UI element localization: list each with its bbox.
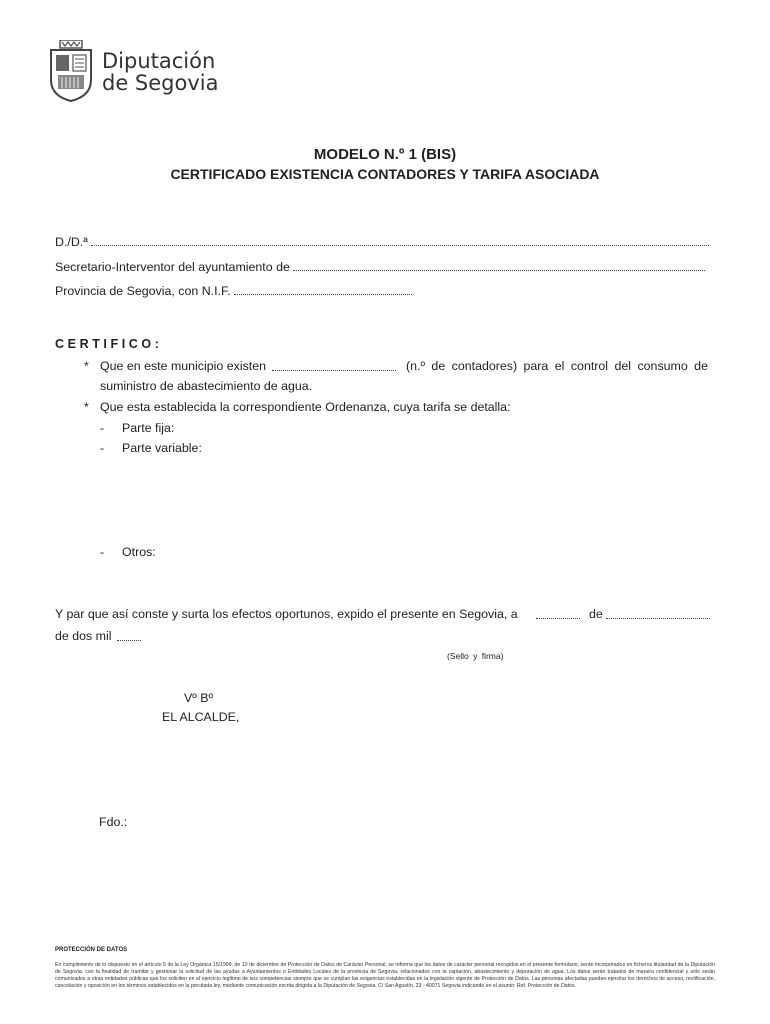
- month-field[interactable]: [606, 608, 710, 619]
- sello-firma-note: (Sello y firma): [447, 651, 504, 661]
- year-field[interactable]: [117, 630, 141, 641]
- form-title: MODELO N.º 1 (BIS): [313, 146, 457, 163]
- alcalde-label: EL ALCALDE,: [162, 710, 240, 724]
- nif-field[interactable]: [234, 284, 412, 295]
- secretario-label: Secretario-Interventor del ayuntamiento de: [55, 260, 290, 274]
- footer-legal-text: En cumplimiento de lo dispuesto en el artículo 5 de la Ley Orgánica 15/1999, de 13 de diciembre de Protección de Datos de Carácter Personal, se informa que los datos de carácter personal recogidos en el presente formulario, serán incorporados en ficheros titularidad de la Diputación de Segovia, con la finalidad de tramitar y gestionar la solicitud de las ayudas a Ayuntamientos o Entidades Locales de la provincia de Segovia, relacionados con la captación, abastecimiento y depuración de agua. Los datos serán tratados de manera confidencial y sólo serán comunicados a otras entidades públicas que los soliciten en el ejercicio legítimo de sus competencias siempre que se cumplan las exigencias establecidas en la legislación vigente de Protección de Datos. Las personas afectadas pueden ejercitar los derechos de acceso, rectificación, cancelación y oposición en los términos establecidos en la precitada ley, mediante comunicación escrita dirigida a la Diputación de Segovia, C/ San Agustín, 23 - 40071 Segovia indicando en el asunto: Ref. Protección de Datos.: [55, 962, 715, 989]
- otros-label: Otros:: [122, 545, 156, 559]
- signature-field[interactable]: [134, 816, 294, 827]
- form-subtitle: CERTIFICADO EXISTENCIA CONTADORES Y TARIFA ASOCIADA: [170, 166, 600, 182]
- org-name-line1: Diputación: [102, 49, 216, 73]
- org-name-line2: de Segovia: [102, 71, 219, 95]
- coat-of-arms-icon: [48, 40, 94, 102]
- visto-bueno: Vº Bº: [184, 691, 214, 705]
- closing-text-b: de: [589, 607, 603, 621]
- dd-label: D./D.ª: [55, 235, 88, 249]
- provincia-label: Provincia de Segovia, con N.I.F.: [55, 284, 231, 298]
- dash-2: -: [100, 441, 105, 455]
- bullet-1: *: [84, 359, 89, 373]
- secretario-line: [55, 260, 705, 274]
- item1-text-c: suministro de abastecimiento de agua.: [100, 379, 313, 393]
- certifico-heading: CERTIFICO:: [55, 337, 163, 351]
- item2-text: Que esta establecida la correspondiente Ordenanza, cuya tarifa se detalla:: [100, 400, 511, 414]
- dd-line: [55, 235, 709, 249]
- org-name: [102, 50, 218, 94]
- dash-1: -: [100, 421, 105, 435]
- fdo-label: Fdo.:: [99, 815, 128, 829]
- footer-title: PROTECCIÓN DE DATOS: [55, 947, 128, 953]
- parte-fija-label: Parte fija:: [122, 421, 175, 435]
- closing-text-c: de dos mil: [55, 629, 112, 643]
- day-field[interactable]: [536, 608, 580, 619]
- contadores-count-field[interactable]: [272, 360, 396, 371]
- closing-text-a: Y par que así conste y surta los efectos oportunos, expido el presente en Segovia, a: [55, 607, 518, 621]
- item1-text-b: (n.º de contadores) para el control del consumo de: [406, 359, 708, 373]
- ayuntamiento-field[interactable]: [293, 260, 705, 271]
- parte-variable-label: Parte variable:: [122, 441, 202, 455]
- item1-text-a: Que en este municipio existen: [100, 359, 266, 373]
- bullet-2: *: [84, 400, 89, 414]
- provincia-line: [55, 284, 412, 298]
- dash-3: -: [100, 545, 105, 559]
- diputacion-logo: [48, 40, 223, 102]
- dd-field[interactable]: [91, 235, 709, 246]
